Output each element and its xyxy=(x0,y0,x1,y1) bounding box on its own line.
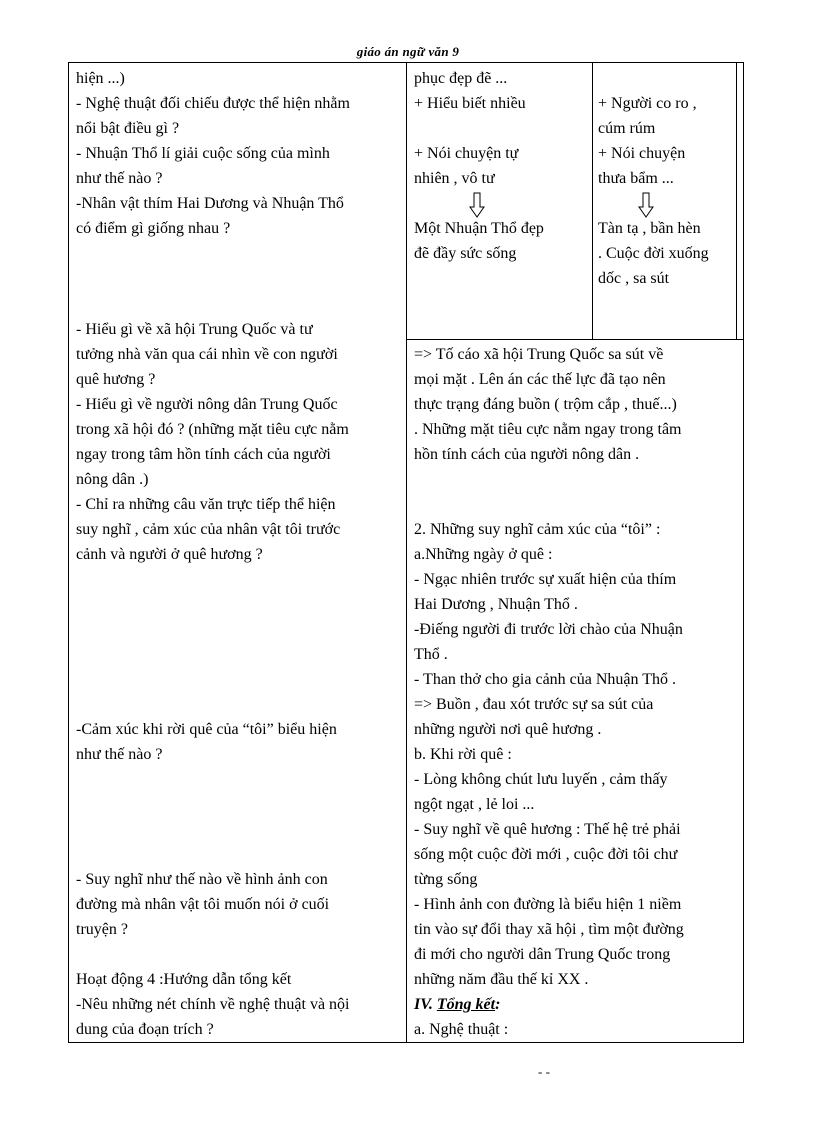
left-line: có điểm gì giống nhau ? xyxy=(76,220,231,237)
left-line: ngay trong tâm hồn tính cách của người xyxy=(76,446,331,463)
left-line: - Hiểu gì về xã hội Trung Quốc và tư xyxy=(76,321,313,338)
left-line: dung của đoạn trích ? xyxy=(76,1021,214,1038)
right-line: mọi mặt . Lên án các thế lực đã tạo nên xyxy=(414,371,666,388)
comparison-past-line: + Nói chuyện tự xyxy=(414,145,519,162)
sub-table-divider xyxy=(592,62,593,340)
comparison-past-line: nhiên , vô tư xyxy=(414,170,495,187)
left-line: cảnh và người ở quê hương ? xyxy=(76,546,263,563)
left-line: -Cảm xúc khi rời quê của “tôi” biểu hiện xyxy=(76,721,337,738)
comparison-present-line: + Nói chuyện xyxy=(598,145,686,162)
left-line: nổi bật điều gì ? xyxy=(76,120,180,137)
left-line: tưởng nhà văn qua cái nhìn về con người xyxy=(76,346,338,363)
section-heading xyxy=(414,992,500,1017)
left-line: hiện ...) xyxy=(76,70,125,87)
column-divider xyxy=(406,62,407,1043)
right-line: 2. Những suy nghĩ cảm xúc của “tôi” : xyxy=(414,521,661,538)
section-number: IV. xyxy=(414,996,433,1013)
comparison-present-line: thưa bẩm ... xyxy=(598,170,674,187)
comparison-present-line: + Người co ro , xyxy=(598,95,697,112)
comparison-past-line: phục đẹp đẽ ... xyxy=(414,70,508,87)
left-line: - Suy nghĩ như thế nào về hình ảnh con xyxy=(76,871,328,888)
page-header: giáo án ngữ văn 9 xyxy=(356,44,460,59)
right-line: - Ngạc nhiên trước sự xuất hiện của thím xyxy=(414,571,677,588)
section-colon: : xyxy=(495,996,501,1013)
right-line: thực trạng đáng buồn ( trộm cắp , thuế...) xyxy=(414,396,677,413)
right-line: từng sống xyxy=(414,871,478,888)
section-title: Tổng kết xyxy=(436,996,496,1013)
right-line: hồn tính cách của người nông dân . xyxy=(414,446,640,463)
comparison-present-line: dốc , sa sút xyxy=(598,270,670,287)
left-line: - Chỉ ra những câu văn trực tiếp thể hiện xyxy=(76,496,336,513)
right-line: b. Khi rời quê : xyxy=(414,746,512,763)
right-line: những năm đầu thế kỉ XX . xyxy=(414,971,589,988)
left-line: -Nêu những nét chính về nghệ thuật và nội xyxy=(76,996,350,1013)
right-line: - Lòng không chút lưu luyến , cảm thấy xyxy=(414,771,668,788)
right-line: => Tố cáo xã hội Trung Quốc sa sút về xyxy=(414,346,664,363)
left-line: - Hiểu gì về người nông dân Trung Quốc xyxy=(76,396,338,413)
right-line: những người nơi quê hương . xyxy=(414,721,602,738)
left-line: - Nhuận Thổ lí giải cuộc sống của mình xyxy=(76,145,330,162)
right-line: a. Nghệ thuật : xyxy=(414,1021,509,1038)
sub-table-bottom-rule xyxy=(406,339,744,340)
comparison-past-line: Một Nhuận Thổ đẹp xyxy=(414,220,544,237)
left-line: như thế nào ? xyxy=(76,170,163,187)
right-line: Hai Dương , Nhuận Thổ . xyxy=(414,596,578,613)
right-line: đi mới cho người dân Trung Quốc trong xyxy=(414,946,671,963)
left-line: suy nghĩ , cảm xúc của nhân vật tôi trước xyxy=(76,521,341,538)
left-line: quê hương ? xyxy=(76,371,156,388)
left-line: truyện ? xyxy=(76,921,128,938)
right-line: . Những mặt tiêu cực nằm ngay trong tâm xyxy=(414,421,682,438)
comparison-past-line: + Hiểu biết nhiều xyxy=(414,95,526,112)
right-line: ngột ngạt , lẻ loi ... xyxy=(414,796,535,813)
right-line: sống một cuộc đời mới , cuộc đời tôi chư xyxy=(414,846,678,863)
comparison-present-line: cúm rúm xyxy=(598,120,656,137)
right-line: - Suy nghĩ về quê hương : Thế hệ trẻ phải xyxy=(414,821,681,838)
sub-table-right-border xyxy=(736,62,737,340)
right-line: => Buồn , đau xót trước sự sa sút của xyxy=(414,696,654,713)
left-line: -Nhân vật thím Hai Dương và Nhuận Thổ xyxy=(76,195,344,212)
left-line: Hoạt động 4 :Hướng dẫn tổng kết xyxy=(76,971,292,988)
right-line: a.Những ngày ở quê : xyxy=(414,546,553,563)
left-line: như thế nào ? xyxy=(76,746,163,763)
comparison-present-line: Tàn tạ , bần hèn xyxy=(598,220,701,237)
down-arrow-icon xyxy=(469,192,485,218)
left-line: nông dân .) xyxy=(76,471,149,488)
right-line: - Than thở cho gia cảnh của Nhuận Thổ . xyxy=(414,671,677,688)
left-line: đường mà nhân vật tôi muốn nói ở cuối xyxy=(76,896,330,913)
page-number: - - xyxy=(538,1064,550,1079)
right-line: - Hình ảnh con đường là biểu hiện 1 niềm xyxy=(414,896,682,913)
right-line: -Điếng người đi trước lời chào của Nhuận xyxy=(414,621,683,638)
comparison-past-line: đẽ đầy sức sống xyxy=(414,245,517,262)
comparison-present-line: . Cuộc đời xuống xyxy=(598,245,709,262)
left-line: trong xã hội đó ? (những mặt tiêu cực nằm xyxy=(76,421,349,438)
left-line: - Nghệ thuật đối chiếu được thể hiện nhằm xyxy=(76,95,350,112)
right-line: Thổ . xyxy=(414,646,448,663)
right-line: tin vào sự đổi thay xã hội , tìm một đường xyxy=(414,921,684,938)
down-arrow-icon xyxy=(638,192,654,218)
